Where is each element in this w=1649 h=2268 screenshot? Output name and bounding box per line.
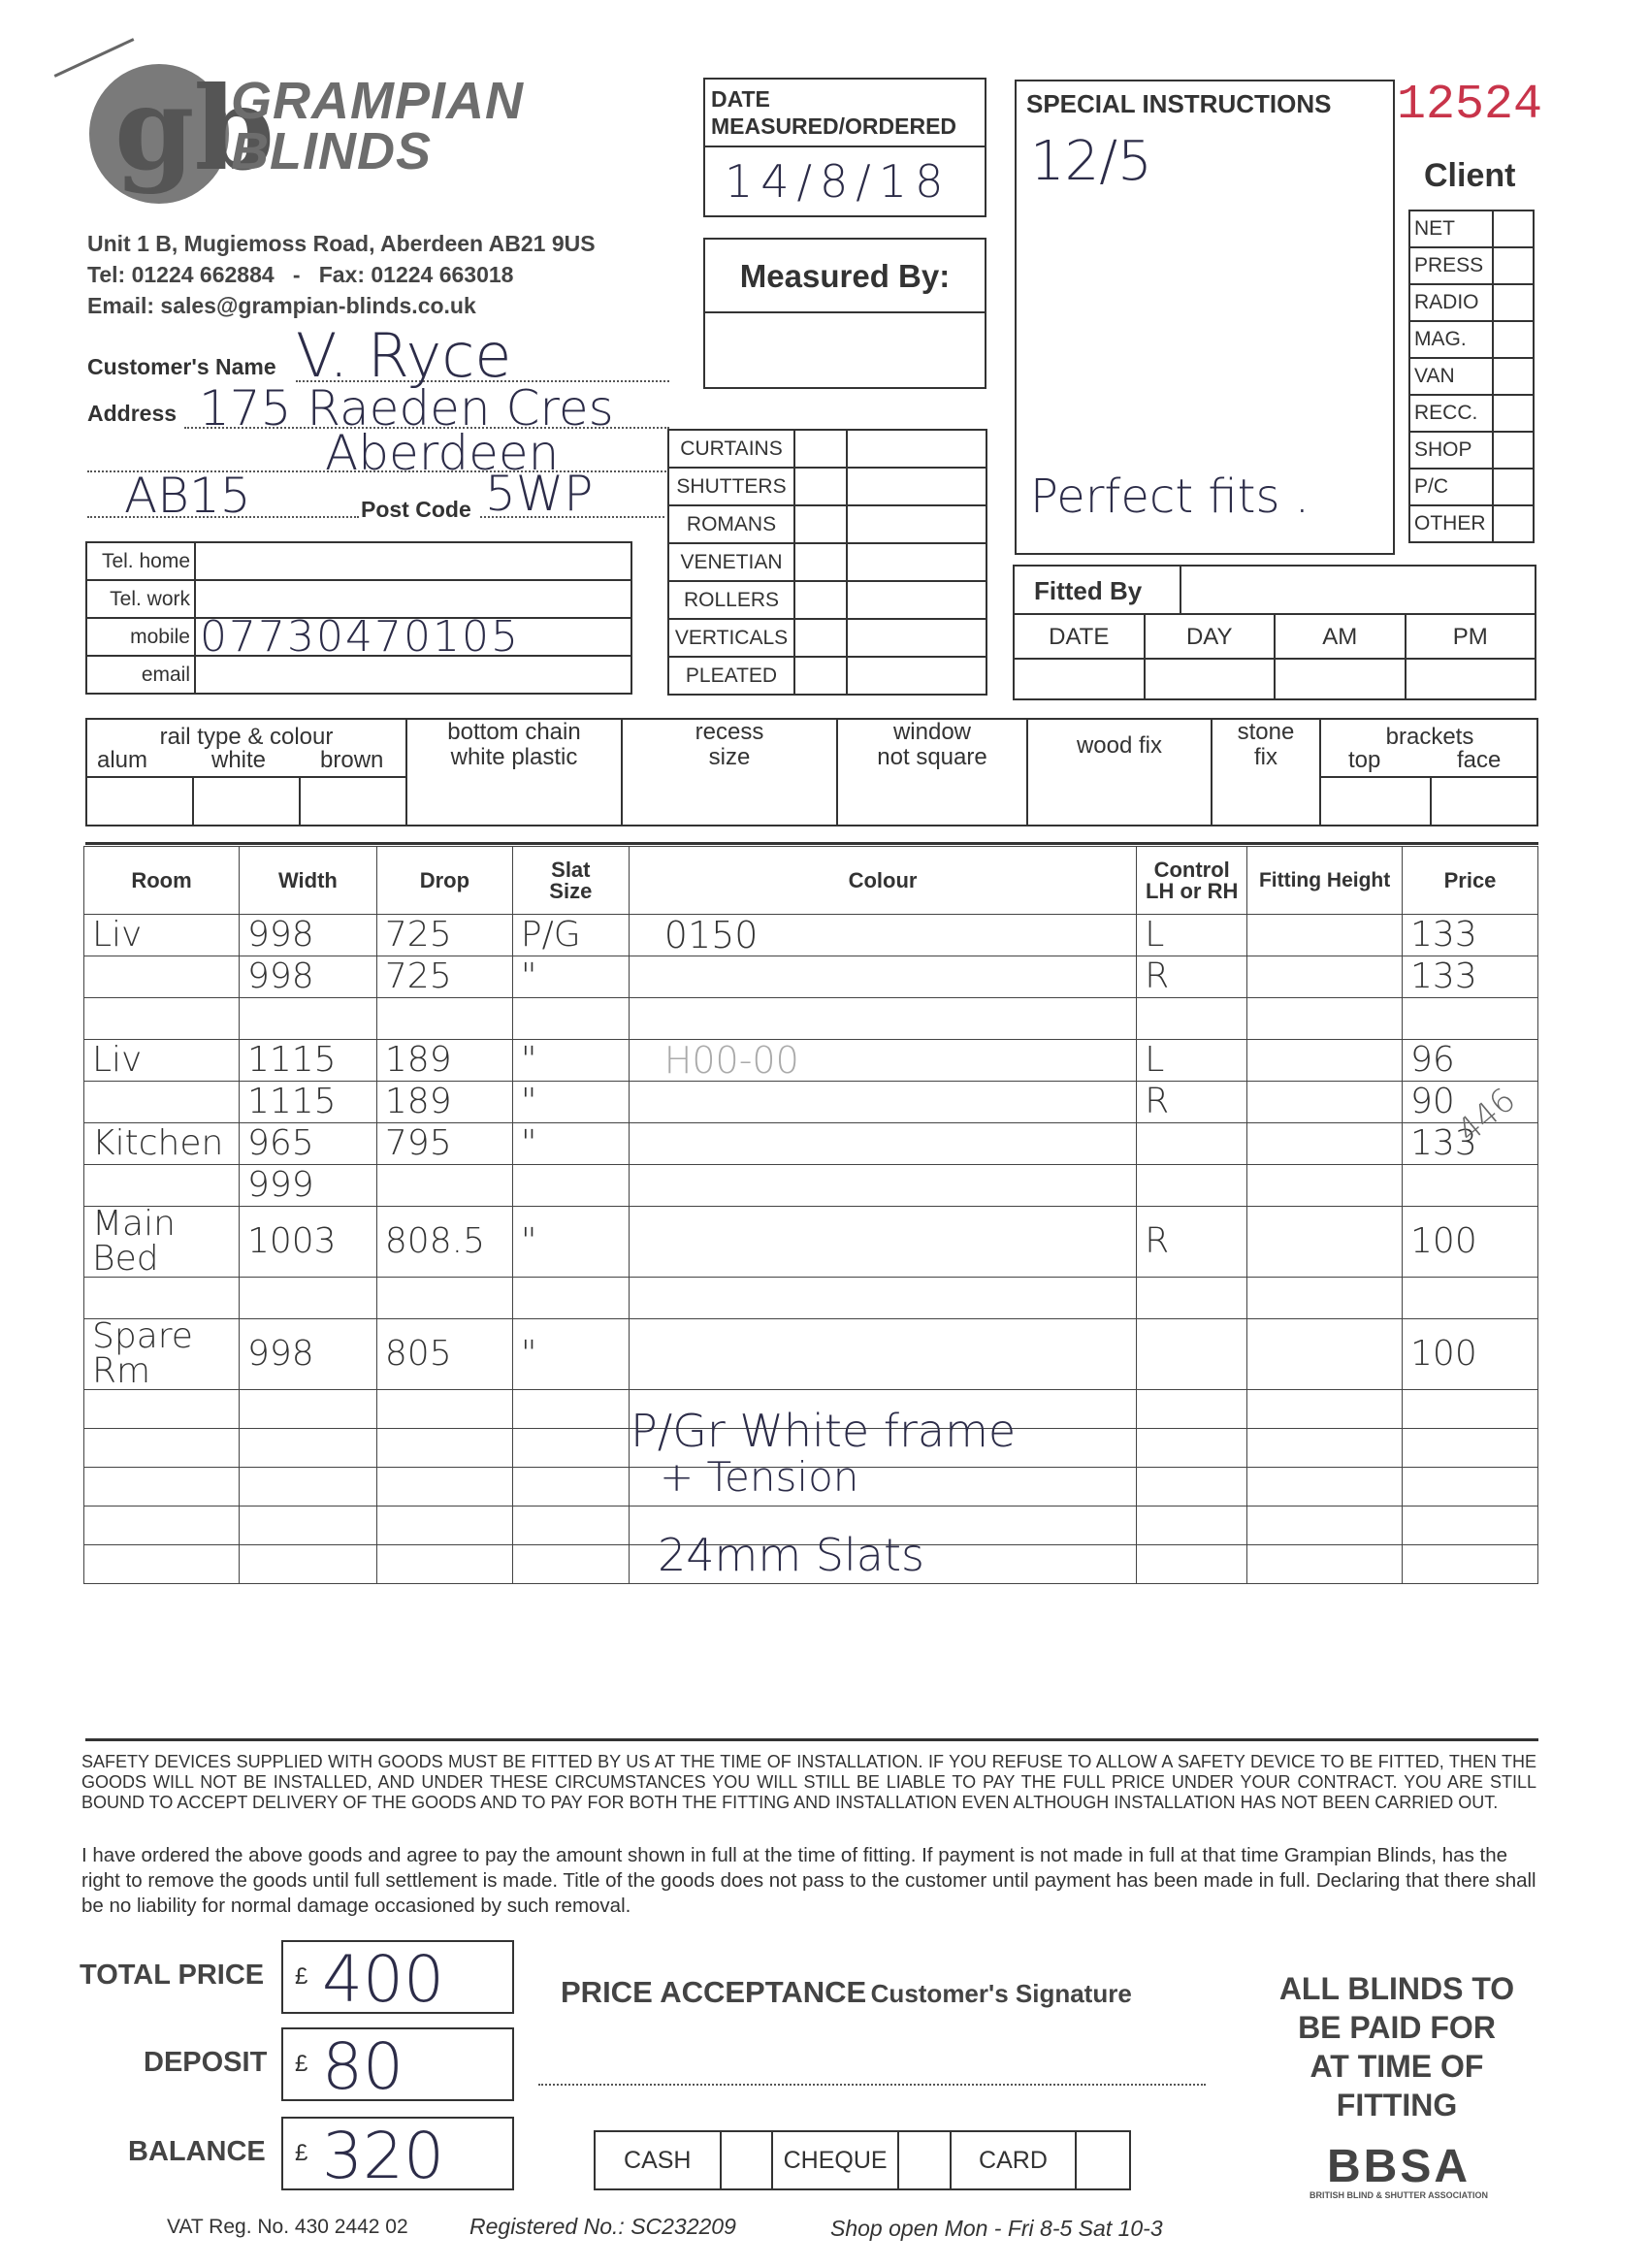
cell-room[interactable] (84, 1507, 240, 1545)
col-width: Width (239, 847, 376, 915)
cell-slat[interactable]: " (512, 1123, 629, 1165)
product-qty[interactable] (847, 581, 986, 619)
notice-line: ALL BLINDS TO (1278, 1971, 1515, 2006)
cell-fitting[interactable] (1247, 1545, 1403, 1584)
cell-control[interactable] (1137, 1507, 1247, 1545)
cell-room[interactable] (84, 1082, 240, 1123)
cell-price[interactable] (1403, 1468, 1538, 1507)
cell-price[interactable] (1403, 1278, 1538, 1319)
rail-type-label: rail type & colour (159, 724, 334, 750)
measured-by-label: Measured By: (705, 240, 985, 313)
bbsa-logo: BBSA BRITISH BLIND & SHUTTER ASSOCIATION (1310, 2141, 1488, 2200)
cell-fitting[interactable] (1247, 1040, 1403, 1082)
safety-terms: SAFETY DEVICES SUPPLIED WITH GOODS MUST BE FITTED BY US AT THE TIME OF INSTALLATION. IF YOU REFUSE TO ALLOW A SAFETY DEVICE TO BE FITTED, THEN THE GOODS WILL NOT BE INSTALLED, AND UNDER THESE CIRCUMSTANCES YOU WILL STILL BE LIABLE TO PAY THE FULL PRICE UNDER YOUR CONTRACT. YOU ARE STILL BOUND TO ACCEPT DELIVERY OF THE GOODS AND TO PAY FOR BOTH THE FITTING AND INSTALLATION EVEN ALTHOUGH INSTALLATION HAS NOT BEEN CARRIED OUT. (81, 1752, 1536, 1812)
postcode-area-line (87, 516, 359, 518)
cell-slat[interactable] (512, 1507, 629, 1545)
product-check[interactable] (794, 657, 847, 695)
cell-fitting[interactable] (1247, 1123, 1403, 1165)
client-option-label: OTHER (1409, 505, 1493, 542)
client-option-label: RADIO (1409, 284, 1493, 321)
cell-fitting[interactable] (1247, 1207, 1403, 1278)
side-total: 446 (1449, 1080, 1524, 1151)
table-row (84, 1040, 1538, 1082)
deposit-value: 80 (322, 2029, 404, 2104)
special-note-1[interactable]: 12/5 (1030, 130, 1152, 193)
product-row (668, 657, 986, 695)
cell-drop[interactable] (376, 1507, 512, 1545)
cell-fitting[interactable] (1247, 956, 1403, 998)
fitted-col-label: PM (1406, 615, 1536, 660)
bottom-chain-label: bottom chain (447, 719, 581, 745)
client-option-row (1409, 505, 1534, 542)
client-option-row (1409, 321, 1534, 358)
balance-label: BALANCE (128, 2136, 266, 2167)
special-note-2[interactable]: Perfect fits . (1030, 470, 1310, 524)
payment-cheque-label: CHEQUE (773, 2132, 899, 2188)
cell-slat[interactable]: " (512, 1082, 629, 1123)
cell-colour[interactable] (629, 998, 1136, 1040)
product-qty[interactable] (847, 505, 986, 543)
cell-colour[interactable] (629, 956, 1136, 998)
cell-fitting[interactable] (1247, 1319, 1403, 1390)
cell-room[interactable] (84, 1545, 240, 1584)
cell-drop[interactable] (376, 998, 512, 1040)
table-row (84, 1123, 1538, 1165)
date-box (703, 78, 986, 217)
cell-price[interactable]: 90 (1403, 1082, 1538, 1123)
client-option-row (1409, 211, 1534, 247)
cell-control[interactable] (1137, 1390, 1247, 1429)
product-check[interactable] (794, 468, 847, 505)
cell-price[interactable] (1403, 1429, 1538, 1468)
agreement-terms: I have ordered the above goods and agree to pay the amount shown in full at the time of fitting. If payment is not made in full at that time Grampian Blinds, has the right to remove the goods until full settlement is made. Title of the goods does not pass to the customer until payment has been made in full. Declaring that there shall be no liability for normal damage occasioned by such removal. (81, 1844, 1536, 1917)
company-address: Unit 1 B, Mugiemoss Road, Aberdeen AB21 9US (87, 231, 596, 256)
registered-number: Registered No.: SC232209 (469, 2214, 736, 2239)
cell-colour[interactable] (629, 1319, 1136, 1390)
phone-row (86, 656, 631, 694)
table-row (84, 1082, 1538, 1123)
product-label: ROMANS (668, 505, 794, 543)
postcode-label: Post Code (361, 497, 471, 522)
client-option-row (1409, 395, 1534, 432)
customer-name-label: Customer's Name (87, 354, 276, 379)
product-label: SHUTTERS (668, 468, 794, 505)
cell-width[interactable]: 965 (239, 1123, 376, 1165)
cell-slat[interactable] (512, 1278, 629, 1319)
client-option-label: MAG. (1409, 321, 1493, 358)
cell-width[interactable] (239, 1468, 376, 1507)
postcode-value[interactable]: 5WP (485, 466, 594, 522)
cell-room[interactable]: Liv (84, 1040, 240, 1082)
fitted-by-label: Fitted By (1034, 576, 1143, 605)
phone-value[interactable] (195, 542, 631, 580)
cell-control[interactable]: R (1137, 1207, 1247, 1278)
cell-width[interactable] (239, 1429, 376, 1468)
table-row (84, 956, 1538, 998)
col-drop: Drop (376, 847, 512, 915)
cell-fitting[interactable] (1247, 1390, 1403, 1429)
customer-name-value[interactable]: V. Ryce (296, 320, 512, 391)
measured-by-value[interactable] (705, 315, 985, 389)
client-option-label: PRESS (1409, 247, 1493, 284)
payment-cash-checkbox[interactable] (722, 2132, 774, 2188)
cell-drop[interactable] (376, 1545, 512, 1584)
client-option-check[interactable] (1493, 321, 1534, 358)
product-label: CURTAINS (668, 430, 794, 468)
cell-room[interactable] (84, 1278, 240, 1319)
payment-methods (594, 2130, 1131, 2190)
col-control: Control LH or RH (1137, 847, 1247, 915)
col-fitting: Fitting Height (1247, 847, 1403, 915)
cell-price[interactable] (1403, 1507, 1538, 1545)
special-instructions-label: SPECIAL INSTRUCTIONS (1026, 89, 1332, 118)
col-price: Price (1403, 847, 1538, 915)
cell-price[interactable]: 133 (1403, 956, 1538, 998)
cell-colour[interactable]: H00-00 (629, 1040, 1136, 1082)
date-value[interactable]: 14/8/18 (725, 155, 952, 208)
product-check[interactable] (794, 619, 847, 657)
table-row (84, 998, 1538, 1040)
product-qty[interactable] (847, 543, 986, 581)
payment-cash-label: CASH (596, 2132, 722, 2188)
cell-slat[interactable]: P/G (512, 915, 629, 956)
cell-colour[interactable] (629, 1082, 1136, 1123)
cell-fitting[interactable] (1247, 1507, 1403, 1545)
cell-width[interactable]: 999 (239, 1165, 376, 1207)
cell-fitting[interactable] (1247, 1468, 1403, 1507)
company-email: Email: sales@grampian-blinds.co.uk (87, 293, 476, 318)
cell-slat[interactable]: " (512, 1319, 629, 1390)
form-number: 12524 (1397, 78, 1543, 133)
total-price-value: 400 (322, 1942, 444, 2017)
cell-slat[interactable] (512, 1165, 629, 1207)
client-option-check[interactable] (1493, 247, 1534, 284)
cell-drop[interactable]: 808.5 (376, 1207, 512, 1278)
stone-label: stone (1237, 719, 1295, 745)
product-check[interactable] (794, 505, 847, 543)
products-table (667, 429, 987, 696)
product-row (668, 505, 986, 543)
cell-slat[interactable]: " (512, 956, 629, 998)
address-value-1[interactable]: 175 Raeden Cres (199, 380, 614, 437)
product-check[interactable] (794, 581, 847, 619)
cell-width[interactable]: 998 (239, 915, 376, 956)
client-option-check[interactable] (1493, 284, 1534, 321)
cell-fitting[interactable] (1247, 1082, 1403, 1123)
cell-price[interactable] (1403, 1545, 1538, 1584)
product-label: PLEATED (668, 657, 794, 695)
deposit-label: DEPOSIT (144, 2047, 268, 2078)
fitted-col-label: DATE (1015, 615, 1144, 660)
product-row (668, 543, 986, 581)
cell-drop[interactable]: 805 (376, 1319, 512, 1390)
cell-room[interactable] (84, 956, 240, 998)
cell-drop[interactable] (376, 1278, 512, 1319)
client-option-check[interactable] (1493, 358, 1534, 395)
postcode-area-value[interactable]: AB15 (124, 468, 251, 524)
date-label: DATE (711, 86, 770, 112)
product-label: ROLLERS (668, 581, 794, 619)
cell-control[interactable] (1137, 1468, 1247, 1507)
payment-card-label: CARD (952, 2132, 1078, 2188)
cell-width[interactable]: 1003 (239, 1207, 376, 1278)
phone-table (85, 541, 632, 695)
item-note-3: 24mm Slats (658, 1529, 924, 1581)
cell-slat[interactable] (512, 998, 629, 1040)
table-row (84, 1319, 1538, 1390)
phone-label: Tel. home (86, 542, 195, 580)
client-option-check[interactable] (1493, 469, 1534, 505)
rail-brown[interactable]: brown (320, 747, 384, 773)
balance-box[interactable]: £ 320 (281, 2117, 514, 2190)
fitted-col-day[interactable] (1146, 615, 1277, 700)
fitted-by-box (1013, 565, 1536, 700)
cell-control[interactable] (1137, 1319, 1247, 1390)
cell-slat[interactable] (512, 1390, 629, 1429)
cell-room[interactable] (84, 1429, 240, 1468)
client-options (1408, 210, 1535, 543)
rail-alum[interactable]: alum (97, 747, 148, 773)
special-instructions-box (1015, 80, 1395, 555)
client-option-label: NET (1409, 211, 1493, 247)
cell-colour[interactable] (629, 1278, 1136, 1319)
cell-drop[interactable]: 725 (376, 915, 512, 956)
window-label: window (892, 719, 972, 745)
bottom-chain-sub: white plastic (450, 744, 578, 770)
window-sub: not square (877, 744, 987, 770)
client-option-row (1409, 432, 1534, 469)
client-option-row (1409, 469, 1534, 505)
phone-value[interactable]: 07730470105 (195, 618, 631, 656)
client-option-row (1409, 358, 1534, 395)
item-note-2: + Tension (660, 1453, 859, 1501)
date-label-2: MEASURED/ORDERED (711, 113, 957, 139)
notice-line: AT TIME OF (1310, 2049, 1484, 2084)
col-room: Room (84, 847, 240, 915)
stone-sub: fix (1254, 744, 1277, 770)
cell-control[interactable] (1137, 998, 1247, 1040)
phone-row (86, 542, 631, 580)
shop-hours: Shop open Mon - Fri 8-5 Sat 10-3 (830, 2216, 1163, 2241)
phone-label: mobile (86, 618, 195, 656)
signature-line[interactable] (538, 2084, 1206, 2086)
phone-value[interactable] (195, 656, 631, 694)
payment-notice (1251, 1969, 1542, 2124)
cell-fitting[interactable] (1247, 915, 1403, 956)
deposit-box[interactable]: £ 80 (281, 2027, 514, 2101)
cell-drop[interactable]: 189 (376, 1082, 512, 1123)
product-check[interactable] (794, 430, 847, 468)
fitted-col-am[interactable] (1276, 615, 1406, 700)
phone-label: Tel. work (86, 580, 195, 618)
rail-white[interactable]: white (211, 747, 267, 773)
product-row (668, 430, 986, 468)
client-option-check[interactable] (1493, 505, 1534, 542)
table-row (84, 1207, 1538, 1278)
client-label: Client (1424, 157, 1516, 194)
product-row (668, 581, 986, 619)
brackets-label: brackets (1385, 724, 1474, 750)
cell-control[interactable]: R (1137, 1082, 1247, 1123)
address-label: Address (87, 401, 178, 426)
payment-cheque-checkbox[interactable] (899, 2132, 952, 2188)
cell-slat[interactable] (512, 1429, 629, 1468)
cell-colour[interactable] (629, 1123, 1136, 1165)
cell-width[interactable]: 1115 (239, 1082, 376, 1123)
fitted-col-label: DAY (1146, 615, 1275, 660)
cell-price[interactable]: 133 (1403, 1123, 1538, 1165)
product-qty[interactable] (847, 430, 986, 468)
client-option-label: P/C (1409, 469, 1493, 505)
cell-slat[interactable]: " (512, 1040, 629, 1082)
total-price-label: TOTAL PRICE (80, 1960, 265, 1991)
fitted-col-label: AM (1276, 615, 1405, 660)
cell-room[interactable] (84, 998, 240, 1040)
cell-width[interactable] (239, 1545, 376, 1584)
cell-drop[interactable]: 189 (376, 1040, 512, 1082)
cell-price[interactable]: 96 (1403, 1040, 1538, 1082)
cell-width[interactable] (239, 1507, 376, 1545)
company-logo (85, 60, 275, 206)
cell-price[interactable] (1403, 998, 1538, 1040)
col-colour: Colour (629, 847, 1136, 915)
product-qty[interactable] (847, 657, 986, 695)
cell-fitting[interactable] (1247, 1165, 1403, 1207)
cell-price[interactable] (1403, 1390, 1538, 1429)
cell-drop[interactable]: 725 (376, 956, 512, 998)
recess-label: recess (695, 719, 764, 745)
cell-slat[interactable] (512, 1468, 629, 1507)
cell-control[interactable] (1137, 1545, 1247, 1584)
cell-colour[interactable]: 0150 (629, 915, 1136, 956)
vat-number: VAT Reg. No. 430 2442 02 (167, 2216, 408, 2238)
client-option-row (1409, 247, 1534, 284)
cell-price[interactable]: 100 (1403, 1319, 1538, 1390)
table-row (84, 1165, 1538, 1207)
cell-fitting[interactable] (1247, 1278, 1403, 1319)
fitted-col-pm[interactable] (1406, 615, 1536, 700)
product-label: VENETIAN (668, 543, 794, 581)
cell-drop[interactable] (376, 1390, 512, 1429)
payment-card-checkbox[interactable] (1077, 2132, 1129, 2188)
logo-mark: gb (114, 61, 275, 196)
fitted-col-date[interactable] (1015, 615, 1146, 700)
cell-control[interactable] (1137, 1165, 1247, 1207)
wood-fix-label: wood fix (1076, 732, 1163, 759)
cell-width[interactable] (239, 1278, 376, 1319)
brackets-face[interactable]: face (1457, 747, 1502, 773)
cell-room[interactable] (84, 1165, 240, 1207)
item-note-1: P/Gr White frame (630, 1405, 1017, 1457)
company-name: GRAMPIAN BLINDS (231, 72, 524, 180)
cell-room[interactable]: Liv (84, 915, 240, 956)
product-row (668, 468, 986, 505)
brackets-top[interactable]: top (1348, 747, 1381, 773)
phone-row (86, 618, 631, 656)
cell-drop[interactable] (376, 1165, 512, 1207)
client-option-label: SHOP (1409, 432, 1493, 469)
price-acceptance: PRICE ACCEPTANCE Customer's Signature (561, 1975, 1132, 2009)
cell-slat[interactable]: " (512, 1207, 629, 1278)
cell-drop[interactable] (376, 1429, 512, 1468)
cell-price[interactable] (1403, 1165, 1538, 1207)
notice-line: BE PAID FOR (1298, 2010, 1496, 2045)
address-value-2[interactable]: Aberdeen (325, 425, 560, 481)
cell-control[interactable] (1137, 1123, 1247, 1165)
balance-value: 320 (322, 2119, 444, 2193)
cell-fitting[interactable] (1247, 998, 1403, 1040)
cell-colour[interactable] (629, 1207, 1136, 1278)
product-qty[interactable] (847, 468, 986, 505)
cell-price[interactable]: 133 (1403, 915, 1538, 956)
rail-options-box (85, 718, 1538, 826)
cell-room[interactable] (84, 1468, 240, 1507)
table-row (84, 915, 1538, 956)
cell-room[interactable] (84, 1390, 240, 1429)
phone-label: email (86, 656, 195, 694)
cell-control[interactable] (1137, 1429, 1247, 1468)
cell-control[interactable]: L (1137, 1040, 1247, 1082)
product-check[interactable] (794, 543, 847, 581)
cell-control[interactable]: R (1137, 956, 1247, 998)
client-option-row (1409, 284, 1534, 321)
notice-line: FITTING (1336, 2088, 1458, 2122)
cell-room[interactable]: Main Bed (84, 1207, 240, 1278)
cell-control[interactable] (1137, 1278, 1247, 1319)
company-phone: Tel: 01224 662884 - Fax: 01224 663018 (87, 262, 514, 287)
cell-control[interactable]: L (1137, 915, 1247, 956)
product-qty[interactable] (847, 619, 986, 657)
measured-by-box (703, 238, 986, 389)
cell-room[interactable]: Spare Rm (84, 1319, 240, 1390)
total-price-box[interactable]: £ 400 (281, 1940, 514, 2014)
table-row (84, 1278, 1538, 1319)
cell-colour[interactable] (629, 1165, 1136, 1207)
cell-price[interactable]: 100 (1403, 1207, 1538, 1278)
cell-width[interactable]: 1115 (239, 1040, 376, 1082)
client-option-check[interactable] (1493, 211, 1534, 247)
cell-fitting[interactable] (1247, 1429, 1403, 1468)
cell-width[interactable]: 998 (239, 1319, 376, 1390)
cell-width[interactable] (239, 1390, 376, 1429)
client-option-check[interactable] (1493, 432, 1534, 469)
cell-width[interactable]: 998 (239, 956, 376, 998)
recess-sub: size (708, 744, 751, 770)
cell-width[interactable] (239, 998, 376, 1040)
product-label: VERTICALS (668, 619, 794, 657)
cell-drop[interactable] (376, 1468, 512, 1507)
cell-slat[interactable] (512, 1545, 629, 1584)
product-row (668, 619, 986, 657)
client-option-check[interactable] (1493, 395, 1534, 432)
postcode-line (480, 516, 664, 518)
col-slat: Slat Size (512, 847, 629, 915)
client-option-label: VAN (1409, 358, 1493, 395)
client-option-label: RECC. (1409, 395, 1493, 432)
cell-drop[interactable]: 795 (376, 1123, 512, 1165)
cell-room[interactable]: Kitchen (84, 1123, 240, 1165)
